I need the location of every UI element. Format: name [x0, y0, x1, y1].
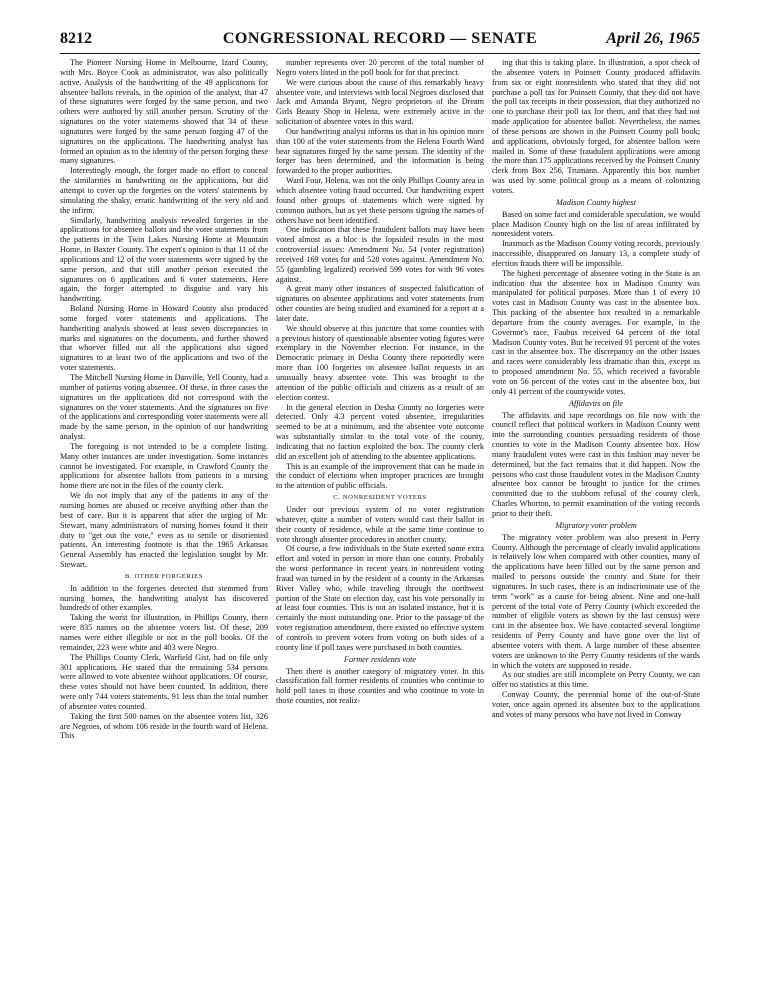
paragraph: A great many other instances of suspected falsification of signatures on absentee applications and voter statements from other counties are being studied and examined for a report at a later date.: [276, 284, 484, 323]
section-heading: C. NONRESIDENT VOTERS: [333, 494, 427, 502]
paragraph: The migratory voter problem was also present in Perry County. Although the percentage of clearly invalid applications is relatively low when compared with other counties, many of the applications have been filled out by the same person and mailed to persons outside the county and State for their signatures. In such cases, there is an indiscriminate use of the term "work" as a cause for being absent. Nine and one-half percent of the total vote of Perry County (which exceeded the number of eligible voters as shown by the last census) were cast in the absentee box. We have contacted several longtime residents of Perry County and have gone over the list of absentee voters with them. A large number of these absentee voters are unknown to the Perry County residents of the wards in which the voters are supposed to reside.: [492, 532, 700, 670]
paragraph: Then there is another category of migratory voter. In this classification fall former residents of counties who continue to hold poll taxes in those counties and who continue to vote in those counties, not realiz-: [276, 666, 484, 706]
paragraph: The affidavits and tape recordings on file now with the council reflect that political workers in Madison County went into the surrounding counties persuading residents of those counties to vote in the Madison County absentee box. How many fraudulent votes were cast in this fashion may never be determined, but the fact remains that it did happen. Now the persons who cast those fraudulent votes in the Madison County absentee box cannot be brought to justice for the crimes committed due to the stubborn refusal of the county clerk, Charles Whorton, to permit examination of the voting records prior to their theft.: [492, 410, 700, 518]
section-heading: Madison County highest: [555, 197, 637, 207]
section-heading: B. OTHER FORGERIES: [124, 572, 204, 580]
paragraph: The highest percentage of absentee voting in the State is an indication that the absentee box in Madison County was manipulated for political purposes. More than 1 of every 10 votes cast in Madison County was cast in the absentee box. This packing of the absentee box resulted in a remarkable departure from the county averages. For example, in the Governor's race, Faubus received 64 percent of the total Madison County votes. But he received 91 percent of the votes cast in the absentee box. The discrepancy on the other issues and races were considerably less dramatic than this, except as to proposed amendment No. 55, which received a favorable vote on 56 percent of the votes cast in the absentee box, but only 41 percent of the countywide votes.: [492, 268, 700, 396]
paragraph: ing that this is taking place. In illustration, a spot check of the absentee voters in Poinsett County produced affidavits from six or eight nonresidents who stated that they did not purchase a poll tax for Poinsett County, that they did not have the poll tax receipts in their possession, that they authorized no one to purchase their poll tax for them, and that they had not made application for absentee ballot. Nevertheless, the names of these persons are shown in the Poinsett County poll book; and applications, obviously forged, for absentee ballots were mailed in. Some of these fraudulent applications were among the more than 175 applications received by the Poinsett County clerk from Box 256, Trumann. Apparently this box number was used by some political group as a means of colonizing voters.: [492, 58, 700, 195]
paragraph: One indication that these fraudulent ballots may have been voted almost as a bloc is the lopsided results in the most controversial issues: Amendment No. 54 (voter registration) received 169 votes for and 528 votes against. Amendment No. 55 (gambling legalized) received 599 votes for with 96 votes against.: [276, 225, 484, 284]
paragraph: The Mitchell Nursing Home in Danville, Yell County, had a number of patients voting absentee. Of these, in three cases the signatures on the applications did not correspond with the signatures on the voter statements. And the signatures on five of the applications and corresponding voter statements were all made by the same person, in the opinion of our handwriting analyst.: [60, 373, 268, 442]
paragraph: Of course, a few individuals in the State exerted some extra effort and voted in person in more than one county. Probably the worst performance in recent years in nonresident voting fraud was turned in by the resident of a county in the Arkansas River Valley who, while traveling through the northwest portion of the State on election day, cast his vote personally in at least four counties. This is not an isolated instance, but it is certainly the most outstanding one. Prior to the passage of the voter registration amendment, there existed no effective system of controls to prevent voters from voting on both sides of a county line if poll taxes were purchased in both counties.: [276, 544, 484, 652]
paragraph: The Pioneer Nursing Home in Melbourne, Izard County, with Mrs. Boyce Cook as administrator, was also politically active. Analysis of the handwriting of the 49 applications for absentee ballots reveals, in the opinion of the analyst, that 47 of these signatures were forged by the same person, and two others were authored by still another person. Scrutiny of the signatures on the voter statements showed that 34 of these signatures were forged by the same person forging 47 of the signatures on the applications. The handwriting analyst has formed an opinion as to the identity of the person forging these many signatures.: [60, 58, 268, 166]
paragraph: The Phillips County Clerk, Warfield Gist, had on file only 301 applications. He stated that the remaining 534 persons were allowed to vote absentee without applications. Of course, these votes should not have been counted. In addition, there were only 744 voters statements, 91 less than the total number of absentee votes counted.: [60, 652, 268, 711]
text-column-3: [492, 58, 700, 720]
paragraph: In addition to the forgeries detected that stemmed from nursing homes, the handwriting analyst has discovered hundreds of other examples.: [60, 583, 268, 613]
page-number: 8212: [60, 30, 92, 47]
paragraph: In the general election in Desha County no forgeries were detected. Only 4.3 percent voted absentee, irregularities seemed to be at a minimum, and the absentee vote outcome was substantially similar to the total vote of the county, indicating that no faction exploited the box. The county clerk did an excellent job of attending to the absentee applications.: [276, 402, 484, 461]
paragraph: Taking the first 500 names on the absentee voters list, 326 are Negroes, of whom 106 reside in the fourth ward of Helena. This: [60, 711, 268, 741]
paragraph: As our studies are still incomplete on Perry County, we can offer no statistics at this time.: [492, 670, 700, 690]
paragraph: We do not imply that any of the patients in any of the nursing homes are abused or receive anything other than the best of care. But it is apparent that after the urging of Mr. Stewart, many administrators of nursing homes found it their duty to "get out the vote," even as to senile or disoriented patients. An interesting footnote is that the 1965 Arkansas General Assembly has enacted the legislation sought by Mr. Stewart.: [60, 491, 268, 570]
paragraph: number represents over 20 percent of the total number of Negro voters listed in the poll book for for that precinct.: [276, 58, 484, 77]
paragraph: Taking the worst for illustration, in Phillips County, there were 835 names on the absentee voters list. Of these, 209 names were either illegible or not in the poll books. Of the remainder, 223 were white and 403 were Negro.: [60, 613, 268, 652]
publication-date: April 26, 1965: [606, 30, 700, 47]
paragraph: Inasmuch as the Madison County voting records, previously inaccessible, disappeared on January 13, a complete study of election frauds there will be impossible.: [492, 239, 700, 268]
paragraph: Conway County, the perennial home of the out-of-State voter, once again opened its absentee box to the applications and votes of many persons who have not lived in Conway: [492, 690, 700, 719]
paragraph: We should observe at this juncture that some counties with a previous history of questionable absentee voting figures were exemplary in the November election. For instance, in the Democratic primary in Desha County there reportedly were more than 100 forgeries on absentee ballot requests in an unusually heavy absentee vote. This was brought to the attention of the public officials and citizens as a result of an election contest.: [276, 323, 484, 402]
paragraph: Interestingly enough, the forger made no effort to conceal the similarities in handwriting on the applications, but did attempt to cover up the forgeries on the voters' statements by simulating the shaky, erratic handwriting of the very old and the infirm.: [60, 166, 268, 215]
section-heading: Affidavits on file: [568, 398, 624, 408]
paragraph: This is an example of the improvement that can be made in the conduct of elections when improper practices are brought to the attention of public officials.: [276, 461, 484, 491]
paragraph: Our handwriting analyst informs us that in his opinion more than 100 of the voter statements from the Helena Fourth Ward bear signatures forged by the same person. The identity of the forger has been determined, and the information is being forwarded to the proper authorities.: [276, 126, 484, 176]
section-heading: Migratory voter problem: [555, 520, 637, 530]
paragraph: The foregoing is not intended to be a complete listing. Many other instances are under investigation. Some instances cannot be investigated. For example, in Crawford County the applications for absentee ballots from patients in a nursing home there are not in the files of the county clerk.: [60, 441, 268, 491]
paragraph: Based on some fact and considerable speculation, we would place Madison County high on the list of areas infiltrated by nonresident voters.: [492, 209, 700, 239]
paragraph: Ward Four, Helena, was not the only Phillips County area in which absentee voting fraud occurred. Our handwriting expert found other groups of statements which were signed by common authors, but as yet these persons signing the names of others have not been identified.: [276, 176, 484, 225]
text-column-1: [60, 58, 268, 741]
paragraph: Similarly, handwriting analysis revealed forgeries in the applications for absentee ballots and the voter statements from the patients in the Twin Lakes Nursing Home at Mountain Home, in Baxter County. The expert's opinion is that 11 of the applications and 12 of the voter statements were signed by the same person, and that still another person executed the signatures on 6 applications and 6 voter statements. Here again, the forger attempted to disguise and vary his handwriting.: [60, 215, 268, 304]
paragraph: We were curious about the cause of this remarkably heavy absentee vote, and interviews with local Negroes disclosed that Jack and Amanda Bryant, Negro proprietors of the Dream Girls Beauty Shop in Helena, were extremely active in the solicitation of absentee votes in this ward.: [276, 77, 484, 127]
text-column-2: [276, 58, 484, 706]
paragraph: Boland Nursing Home in Howard County also produced some forged voter statements and applications. The handwriting analysis showed at least seven discrepancies in marks and signatures on the documents, and further showed that whoever filled out all the applications also signed signatures to at least two of the applications and two of the voter statements.: [60, 304, 268, 373]
paragraph: Under our previous system of no voter registration whatever, quite a number of voters would cast their ballot in their county of residence, while at the same time continue to vote through absentee procedures in another county.: [276, 505, 484, 544]
publication-title: CONGRESSIONAL RECORD — SENATE: [222, 30, 538, 47]
section-heading: Former residents vote: [343, 654, 416, 664]
header-rule: [60, 53, 700, 54]
